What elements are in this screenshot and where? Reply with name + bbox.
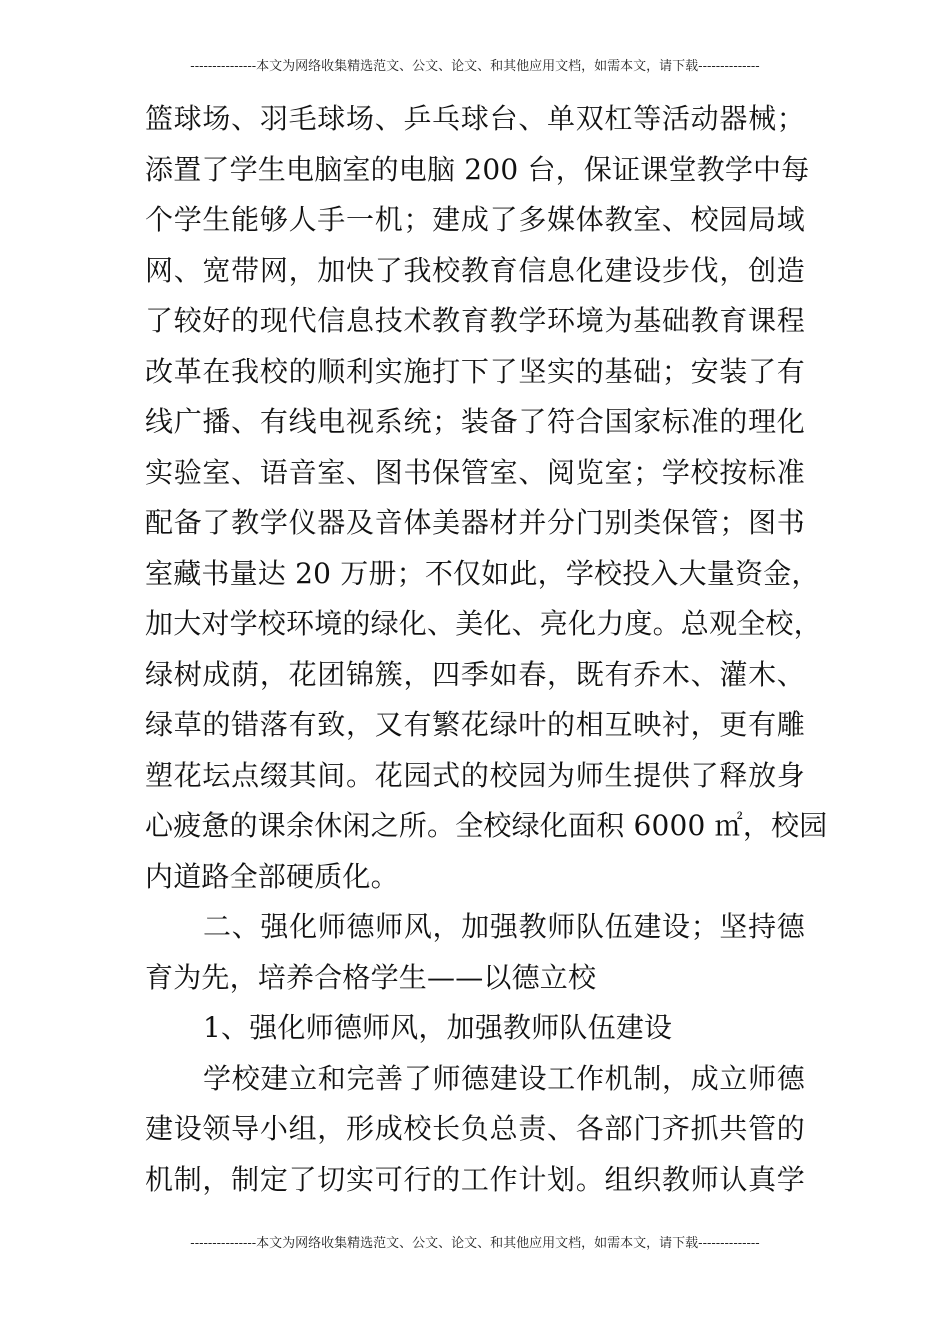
text-line: 实验室、语音室、图书保管室、阅览室；学校按标准 bbox=[145, 455, 805, 489]
text-line: 绿草的错落有致，又有繁花绿叶的相互映衬，更有雕 bbox=[145, 708, 805, 741]
text-line: 网、宽带网，加快了我校教育信息化建设步伐，创造 bbox=[145, 253, 805, 287]
text-line: 心疲惫的课余休闲之所。全校绿化面积 6000 ㎡，校园 bbox=[145, 809, 828, 842]
text-line: 线广播、有线电视系统；装备了符合国家标准的理化 bbox=[145, 405, 805, 438]
paragraph-start-line: 学校建立和完善了师德建设工作机制，成立师德 bbox=[203, 1061, 805, 1095]
paragraph-end-line: 内道路全部硬质化。 bbox=[145, 859, 399, 893]
footer-note: ---------------本文为网络收集精选范文、公文、论文、和其他应用文档，如需本文，请下载-------------- bbox=[190, 1236, 760, 1251]
header-note: ---------------本文为网络收集精选范文、公文、论文、和其他应用文档，如需本文，请下载-------------- bbox=[190, 59, 760, 74]
text-line: 个学生能够人手一机；建成了多媒体教室、校园局域 bbox=[145, 203, 805, 236]
text-line: 改革在我校的顺利实施打下了坚实的基础；安装了有 bbox=[145, 354, 805, 388]
text-line: 加大对学校环境的绿化、美化、亮化力度。总观全校， bbox=[145, 607, 822, 640]
text-line: 绿树成荫，花团锦簇，四季如春，既有乔木、灌木、 bbox=[145, 657, 805, 691]
section-heading-line: 育为先，培养合格学生——以德立校 bbox=[145, 960, 597, 994]
text-line: 机制，制定了切实可行的工作计划。组织教师认真学 bbox=[145, 1162, 805, 1196]
text-line: 室藏书量达 20 万册；不仅如此，学校投入大量资金， bbox=[145, 556, 820, 590]
document-body bbox=[145, 94, 828, 1205]
text-line: 建设领导小组，形成校长负总责、各部门齐抓共管的 bbox=[145, 1112, 805, 1145]
text-line: 塑花坛点缀其间。花园式的校园为师生提供了释放身 bbox=[145, 758, 805, 792]
subsection-heading: 1、强化师德师风，加强教师队伍建设 bbox=[203, 1011, 673, 1044]
text-line: 添置了学生电脑室的电脑 200 台，保证课堂教学中每 bbox=[145, 152, 810, 186]
section-heading-line: 二、强化师德师风，加强教师队伍建设；坚持德 bbox=[203, 910, 805, 943]
text-line: 配备了教学仪器及音体美器材并分门别类保管；图书 bbox=[145, 506, 805, 539]
text-line: 篮球场、羽毛球场、乒乓球台、单双杠等活动器械； bbox=[145, 102, 805, 135]
text-line: 了较好的现代信息技术教育教学环境为基础教育课程 bbox=[145, 304, 805, 337]
